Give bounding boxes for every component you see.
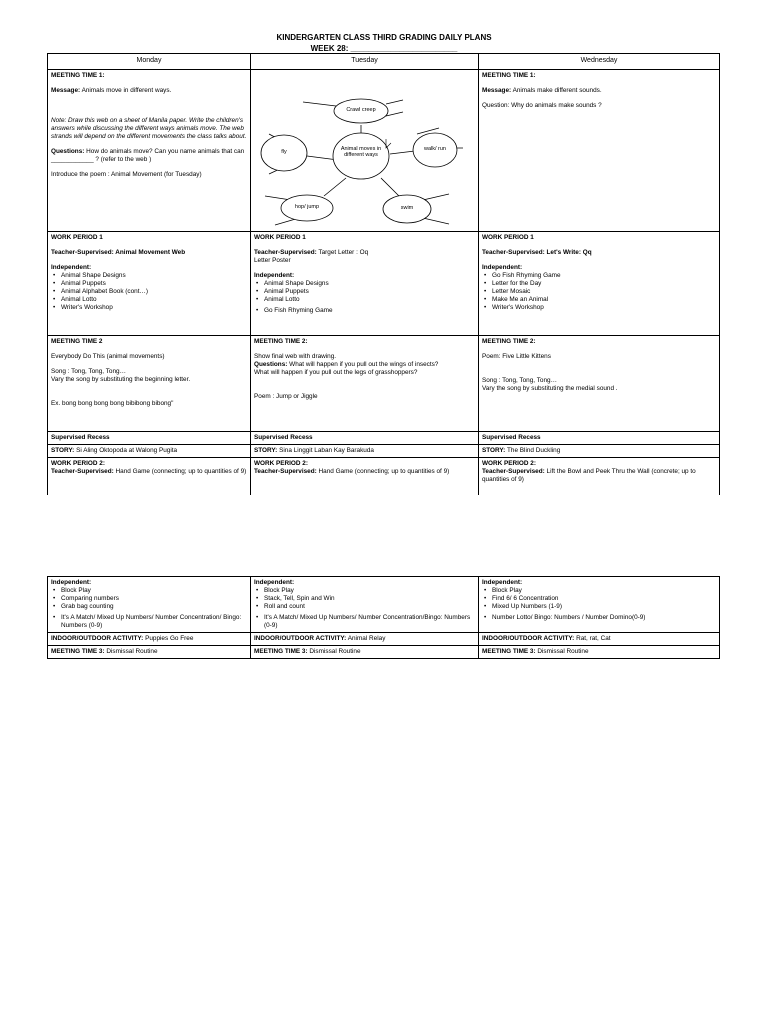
work1-wednesday bbox=[479, 231, 720, 335]
list-item: • Mixed Up Numbers (1-9) bbox=[492, 603, 716, 611]
indoor-wednesday: INDOOR/OUTDOOR ACTIVITY: Rat, rat, Cat bbox=[479, 633, 720, 646]
meeting1-wed-question: Question: Why do animals make sounds ? bbox=[482, 101, 602, 109]
day-monday: Monday bbox=[48, 54, 251, 70]
work2-wednesday bbox=[479, 457, 720, 495]
list-item: • It's A Match/ Mixed Up Numbers/ Number Concentration/Bingo: Numbers (0-9) bbox=[264, 614, 475, 630]
meeting2-tue-poem: Poem : Jump or Jiggle bbox=[254, 392, 318, 400]
list-item: • Animal Lotto bbox=[264, 296, 475, 304]
meeting2-tue-questions: Questions: What will happen if you pull out the wings of insects? bbox=[254, 360, 439, 368]
list-item: • Writer's Workshop bbox=[61, 304, 247, 312]
independent2-tuesday bbox=[251, 577, 479, 633]
list-item: • Block Play bbox=[492, 587, 716, 595]
indoor-monday: INDOOR/OUTDOOR ACTIVITY: Puppies Go Free bbox=[48, 633, 251, 646]
meeting1-mon-poem: Introduce the poem : Animal Movement (for Tuesday) bbox=[51, 170, 202, 178]
work2-tue-heading: WORK PERIOD 2: bbox=[254, 459, 308, 467]
meeting-time-2-row bbox=[48, 335, 720, 431]
independent2-mon-label: Independent: bbox=[51, 579, 92, 586]
daily-plan-table-top bbox=[47, 53, 720, 495]
work-period-2-row bbox=[48, 457, 720, 495]
meeting1-mon-message: Message: Animals move in different ways. bbox=[51, 86, 172, 94]
work1-wed-independent-label: Independent: bbox=[482, 263, 523, 271]
list-item: • It's A Match/ Mixed Up Numbers/ Number Concentration/ Bingo: Numbers (0-9) bbox=[61, 614, 247, 630]
list-item: • Letter Mosaic bbox=[492, 288, 716, 296]
list-item: • Animal Puppets bbox=[264, 288, 475, 296]
work1-tue-list bbox=[254, 280, 475, 315]
meeting1-mon-note: Note: Draw this web on a sheet of Manila paper. Write the children's answers while discussing the different ways animals move. The web strands will depend on the different movements the class talks about. bbox=[51, 116, 247, 140]
list-item: • Animal Shape Designs bbox=[264, 280, 475, 288]
work-period-1-row bbox=[48, 231, 720, 335]
work2-monday bbox=[48, 457, 251, 495]
day-tuesday: Tuesday bbox=[251, 54, 479, 70]
work1-mon-heading: WORK PERIOD 1 bbox=[51, 233, 103, 241]
week-line: WEEK 28: ________________________ bbox=[310, 44, 458, 53]
list-item: • Roll and count bbox=[264, 603, 475, 611]
list-item: • Stack, Tell, Spin and Win bbox=[264, 595, 475, 603]
independent2-tue-label: Independent: bbox=[254, 579, 295, 586]
web-swim-label: swim bbox=[400, 204, 414, 211]
work1-wed-teacher-supervised: Teacher-Supervised: Let's Write: Qq bbox=[482, 248, 592, 256]
web-hop-label: hop/ jump bbox=[294, 203, 320, 210]
list-item: • Go Fish Rhyming Game bbox=[264, 307, 475, 315]
work1-mon-teacher-supervised: Teacher-Supervised: Animal Movement Web bbox=[51, 248, 186, 256]
web-center-label: Animal moves in different ways bbox=[340, 145, 382, 159]
document-title: KINDERGARTEN CLASS THIRD GRADING DAILY PLANS bbox=[276, 33, 492, 42]
list-item: • Animal Alphabet Book (cont…) bbox=[61, 288, 247, 296]
meeting2-tue-heading: MEETING TIME 2: bbox=[254, 337, 308, 345]
meeting2-wed-song: Song : Tong, Tong, Tong… bbox=[482, 376, 557, 384]
meeting3-tuesday: MEETING TIME 3: Dismissal Routine bbox=[251, 646, 479, 659]
independent2-wed-list bbox=[482, 587, 716, 622]
meeting2-mon-vary: Vary the song by substituting the beginning letter. bbox=[51, 375, 191, 383]
meeting3-monday: MEETING TIME 3: Dismissal Routine bbox=[48, 646, 251, 659]
work1-tue-letter-poster: Letter Poster bbox=[254, 256, 291, 264]
day-wednesday: Wednesday bbox=[479, 54, 720, 70]
work1-mon-independent-label: Independent: bbox=[51, 263, 92, 271]
independent2-wed-label: Independent: bbox=[482, 579, 523, 586]
meeting3-wednesday: MEETING TIME 3: Dismissal Routine bbox=[479, 646, 720, 659]
meeting-time-3-row bbox=[48, 646, 720, 659]
story-tuesday: STORY: Sina Linggit Laban Kay Barakuda bbox=[251, 444, 479, 457]
story-row bbox=[48, 444, 720, 457]
work2-wed-teacher-supervised: Teacher-Supervised: Lift the Bowl and Peek Thru the Wall (concrete; up to quantities of 9) bbox=[482, 467, 696, 483]
web-walk-label: walk/ run bbox=[423, 145, 446, 152]
indoor-tuesday: INDOOR/OUTDOOR ACTIVITY: Animal Relay bbox=[251, 633, 479, 646]
story-wednesday: STORY: The Blind Duckling bbox=[479, 444, 720, 457]
work2-tuesday bbox=[251, 457, 479, 495]
work1-tue-heading: WORK PERIOD 1 bbox=[254, 233, 306, 241]
meeting1-wednesday bbox=[479, 69, 720, 231]
recess-tuesday: Supervised Recess bbox=[251, 431, 479, 444]
work1-wed-list bbox=[482, 272, 716, 312]
meeting2-mon-song: Song : Tong, Tong, Tong… bbox=[51, 367, 126, 375]
recess-row bbox=[48, 431, 720, 444]
daily-plan-table-bottom bbox=[47, 576, 720, 659]
work1-mon-list bbox=[51, 272, 247, 312]
work1-tuesday bbox=[251, 231, 479, 335]
list-item: • Comparing numbers bbox=[61, 595, 247, 603]
work2-wed-heading: WORK PERIOD 2: bbox=[482, 459, 536, 467]
work1-wed-heading: WORK PERIOD 1 bbox=[482, 233, 534, 241]
work2-tue-teacher-supervised: Teacher-Supervised: Hand Game (connecting; up to quantities of 9) bbox=[254, 467, 450, 475]
meeting2-mon-example: Ex. bong bong bong bong bibibong bibong" bbox=[51, 399, 174, 407]
meeting2-tuesday bbox=[251, 335, 479, 431]
meeting1-mon-questions: Questions: How do animals move? Can you name animals that can ____________ ? (refer to the web ) bbox=[51, 147, 245, 163]
recess-monday: Supervised Recess bbox=[48, 431, 251, 444]
list-item: • Animal Shape Designs bbox=[61, 272, 247, 280]
meeting2-tue-question2: What will happen if you pull out the legs of grasshoppers? bbox=[254, 368, 418, 376]
meeting1-mon-heading: MEETING TIME 1: bbox=[51, 71, 105, 79]
meeting2-mon-heading: MEETING TIME 2 bbox=[51, 337, 103, 345]
work1-monday bbox=[48, 231, 251, 335]
meeting1-wed-message: Message: Animals make different sounds. bbox=[482, 86, 602, 94]
list-item: • Block Play bbox=[61, 587, 247, 595]
animal-movement-web bbox=[251, 70, 478, 211]
indoor-outdoor-row bbox=[48, 633, 720, 646]
meeting-time-1-row bbox=[48, 69, 720, 231]
web-crawl-label: Crawl creep bbox=[346, 106, 376, 113]
independent2-mon-list bbox=[51, 587, 247, 630]
work1-tue-teacher-supervised: Teacher-Supervised: Target Letter : Oq bbox=[254, 248, 369, 256]
meeting2-wednesday bbox=[479, 335, 720, 431]
list-item: • Writer's Workshop bbox=[492, 304, 716, 312]
list-item: • Grab bag counting bbox=[61, 603, 247, 611]
work1-tue-independent-label: Independent: bbox=[254, 271, 295, 279]
list-item: • Block Play bbox=[264, 587, 475, 595]
meeting2-wed-vary: Vary the song by substituting the medial sound . bbox=[482, 384, 618, 392]
meeting2-mon-line1: Everybody Do This (animal movements) bbox=[51, 352, 165, 360]
list-item: • Animal Puppets bbox=[61, 280, 247, 288]
list-item: • Find 6/ 6 Concentration bbox=[492, 595, 716, 603]
independent2-wednesday bbox=[479, 577, 720, 633]
list-item: • Number Lotto/ Bingo: Numbers / Number Domino(0-9) bbox=[492, 614, 716, 622]
work2-mon-teacher-supervised: Teacher-Supervised: Hand Game (connecting; up to quantities of 9) bbox=[51, 467, 247, 475]
list-item: • Animal Lotto bbox=[61, 296, 247, 304]
list-item: • Letter for the Day bbox=[492, 280, 716, 288]
meeting2-wed-poem: Poem: Five Little Kittens bbox=[482, 352, 551, 360]
meeting1-monday bbox=[48, 69, 251, 231]
web-fly-label: fly bbox=[281, 148, 287, 155]
independent2-monday bbox=[48, 577, 251, 633]
day-header-row bbox=[48, 54, 720, 70]
independent-2-row bbox=[48, 577, 720, 633]
list-item: • Go Fish Rhyming Game bbox=[492, 272, 716, 280]
meeting2-wed-heading: MEETING TIME 2: bbox=[482, 337, 536, 345]
story-monday: STORY: Si Aling Oktopoda at Walong Pugita bbox=[48, 444, 251, 457]
meeting1-tuesday-web bbox=[251, 69, 479, 231]
meeting2-tue-line1: Show final web with drawing. bbox=[254, 352, 337, 360]
independent2-tue-list bbox=[254, 587, 475, 630]
work2-mon-heading: WORK PERIOD 2: bbox=[51, 459, 105, 467]
list-item: • Make Me an Animal bbox=[492, 296, 716, 304]
recess-wednesday: Supervised Recess bbox=[479, 431, 720, 444]
meeting1-wed-heading: MEETING TIME 1: bbox=[482, 71, 536, 79]
meeting2-monday bbox=[48, 335, 251, 431]
